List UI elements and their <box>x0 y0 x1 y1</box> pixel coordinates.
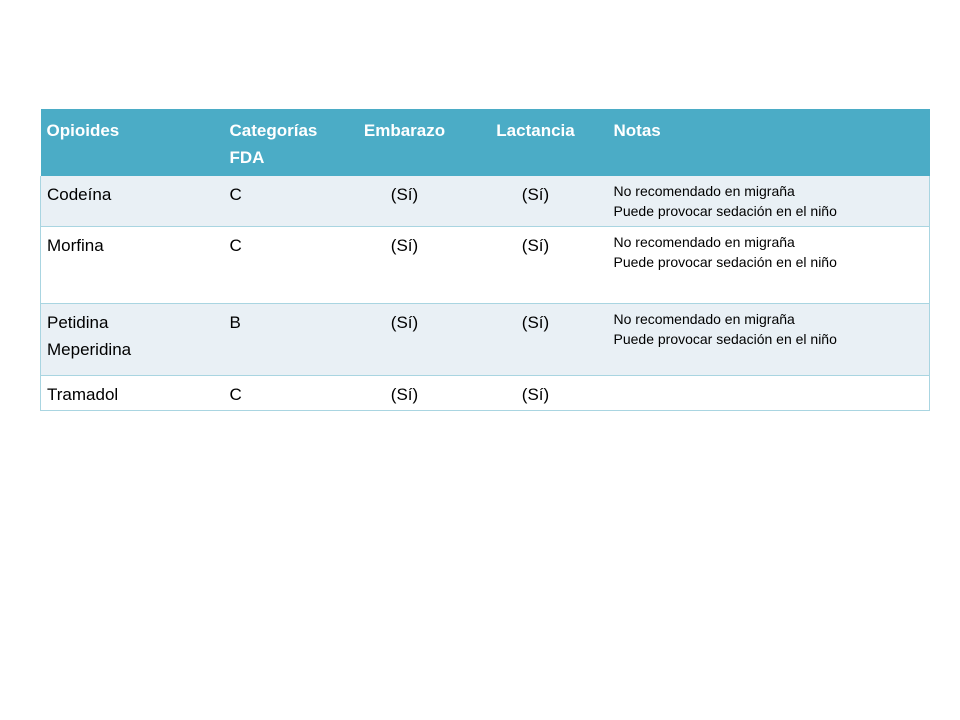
fda-category: C <box>229 235 242 255</box>
embarazo-cell <box>344 375 466 410</box>
table-row <box>41 375 930 410</box>
notes-cell <box>606 226 930 303</box>
note-line: Puede provocar sedación en el niño <box>613 203 837 219</box>
header-lactancia-label: Lactancia <box>496 121 575 140</box>
lactancia-cell <box>466 176 606 226</box>
header-lactancia <box>466 109 606 176</box>
lactancia-value: (Sí) <box>521 312 550 332</box>
fda-category: B <box>229 312 241 332</box>
note-line: No recomendado en migraña <box>613 233 795 250</box>
header-categorias-fda-line1: Categorías <box>229 121 318 140</box>
drug-cell <box>41 303 224 375</box>
drug-name: Morfina <box>47 235 104 255</box>
table-row <box>41 303 930 375</box>
note-line: No recomendado en migraña <box>613 310 795 327</box>
table-header-row <box>41 109 930 176</box>
header-opioides-label: Opioides <box>46 121 120 140</box>
drug-name: Tramadol <box>47 384 119 404</box>
drug-cell <box>41 375 224 410</box>
opioids-table <box>40 109 930 411</box>
notes-cell <box>606 176 930 226</box>
embarazo-value: (Sí) <box>390 384 419 404</box>
notes-cell <box>606 303 930 375</box>
drug-cell <box>41 176 224 226</box>
drug-name-alt: Meperidina <box>47 339 132 359</box>
embarazo-cell <box>344 226 466 303</box>
category-cell <box>224 226 344 303</box>
embarazo-value: (Sí) <box>390 185 419 204</box>
note-line: Puede provocar sedación en el niño <box>613 330 837 347</box>
header-categorias-fda-line2: FDA <box>229 148 265 167</box>
header-embarazo-label: Embarazo <box>363 121 446 140</box>
lactancia-value: (Sí) <box>521 185 550 204</box>
header-embarazo <box>344 109 466 176</box>
embarazo-cell <box>344 303 466 375</box>
drug-name: Petidina <box>47 312 109 332</box>
table-row <box>41 226 930 303</box>
drug-name: Codeína <box>47 185 112 204</box>
fda-category: C <box>229 384 242 404</box>
lactancia-value: (Sí) <box>521 384 550 404</box>
embarazo-value: (Sí) <box>390 312 419 332</box>
embarazo-cell <box>344 176 466 226</box>
table-row <box>41 176 930 226</box>
header-opioides <box>41 109 224 176</box>
lactancia-cell <box>466 303 606 375</box>
drug-cell <box>41 226 224 303</box>
notes-cell <box>606 375 930 410</box>
header-notas <box>606 109 930 176</box>
embarazo-value: (Sí) <box>390 235 419 255</box>
category-cell <box>224 303 344 375</box>
note-line: No recomendado en migraña <box>613 183 795 199</box>
lactancia-cell <box>466 375 606 410</box>
header-categorias-fda <box>224 109 344 176</box>
category-cell <box>224 176 344 226</box>
fda-category: C <box>229 185 242 204</box>
category-cell <box>224 375 344 410</box>
header-notas-label: Notas <box>613 121 661 140</box>
note-line: Puede provocar sedación en el niño <box>613 253 837 270</box>
lactancia-value: (Sí) <box>521 235 550 255</box>
lactancia-cell <box>466 226 606 303</box>
